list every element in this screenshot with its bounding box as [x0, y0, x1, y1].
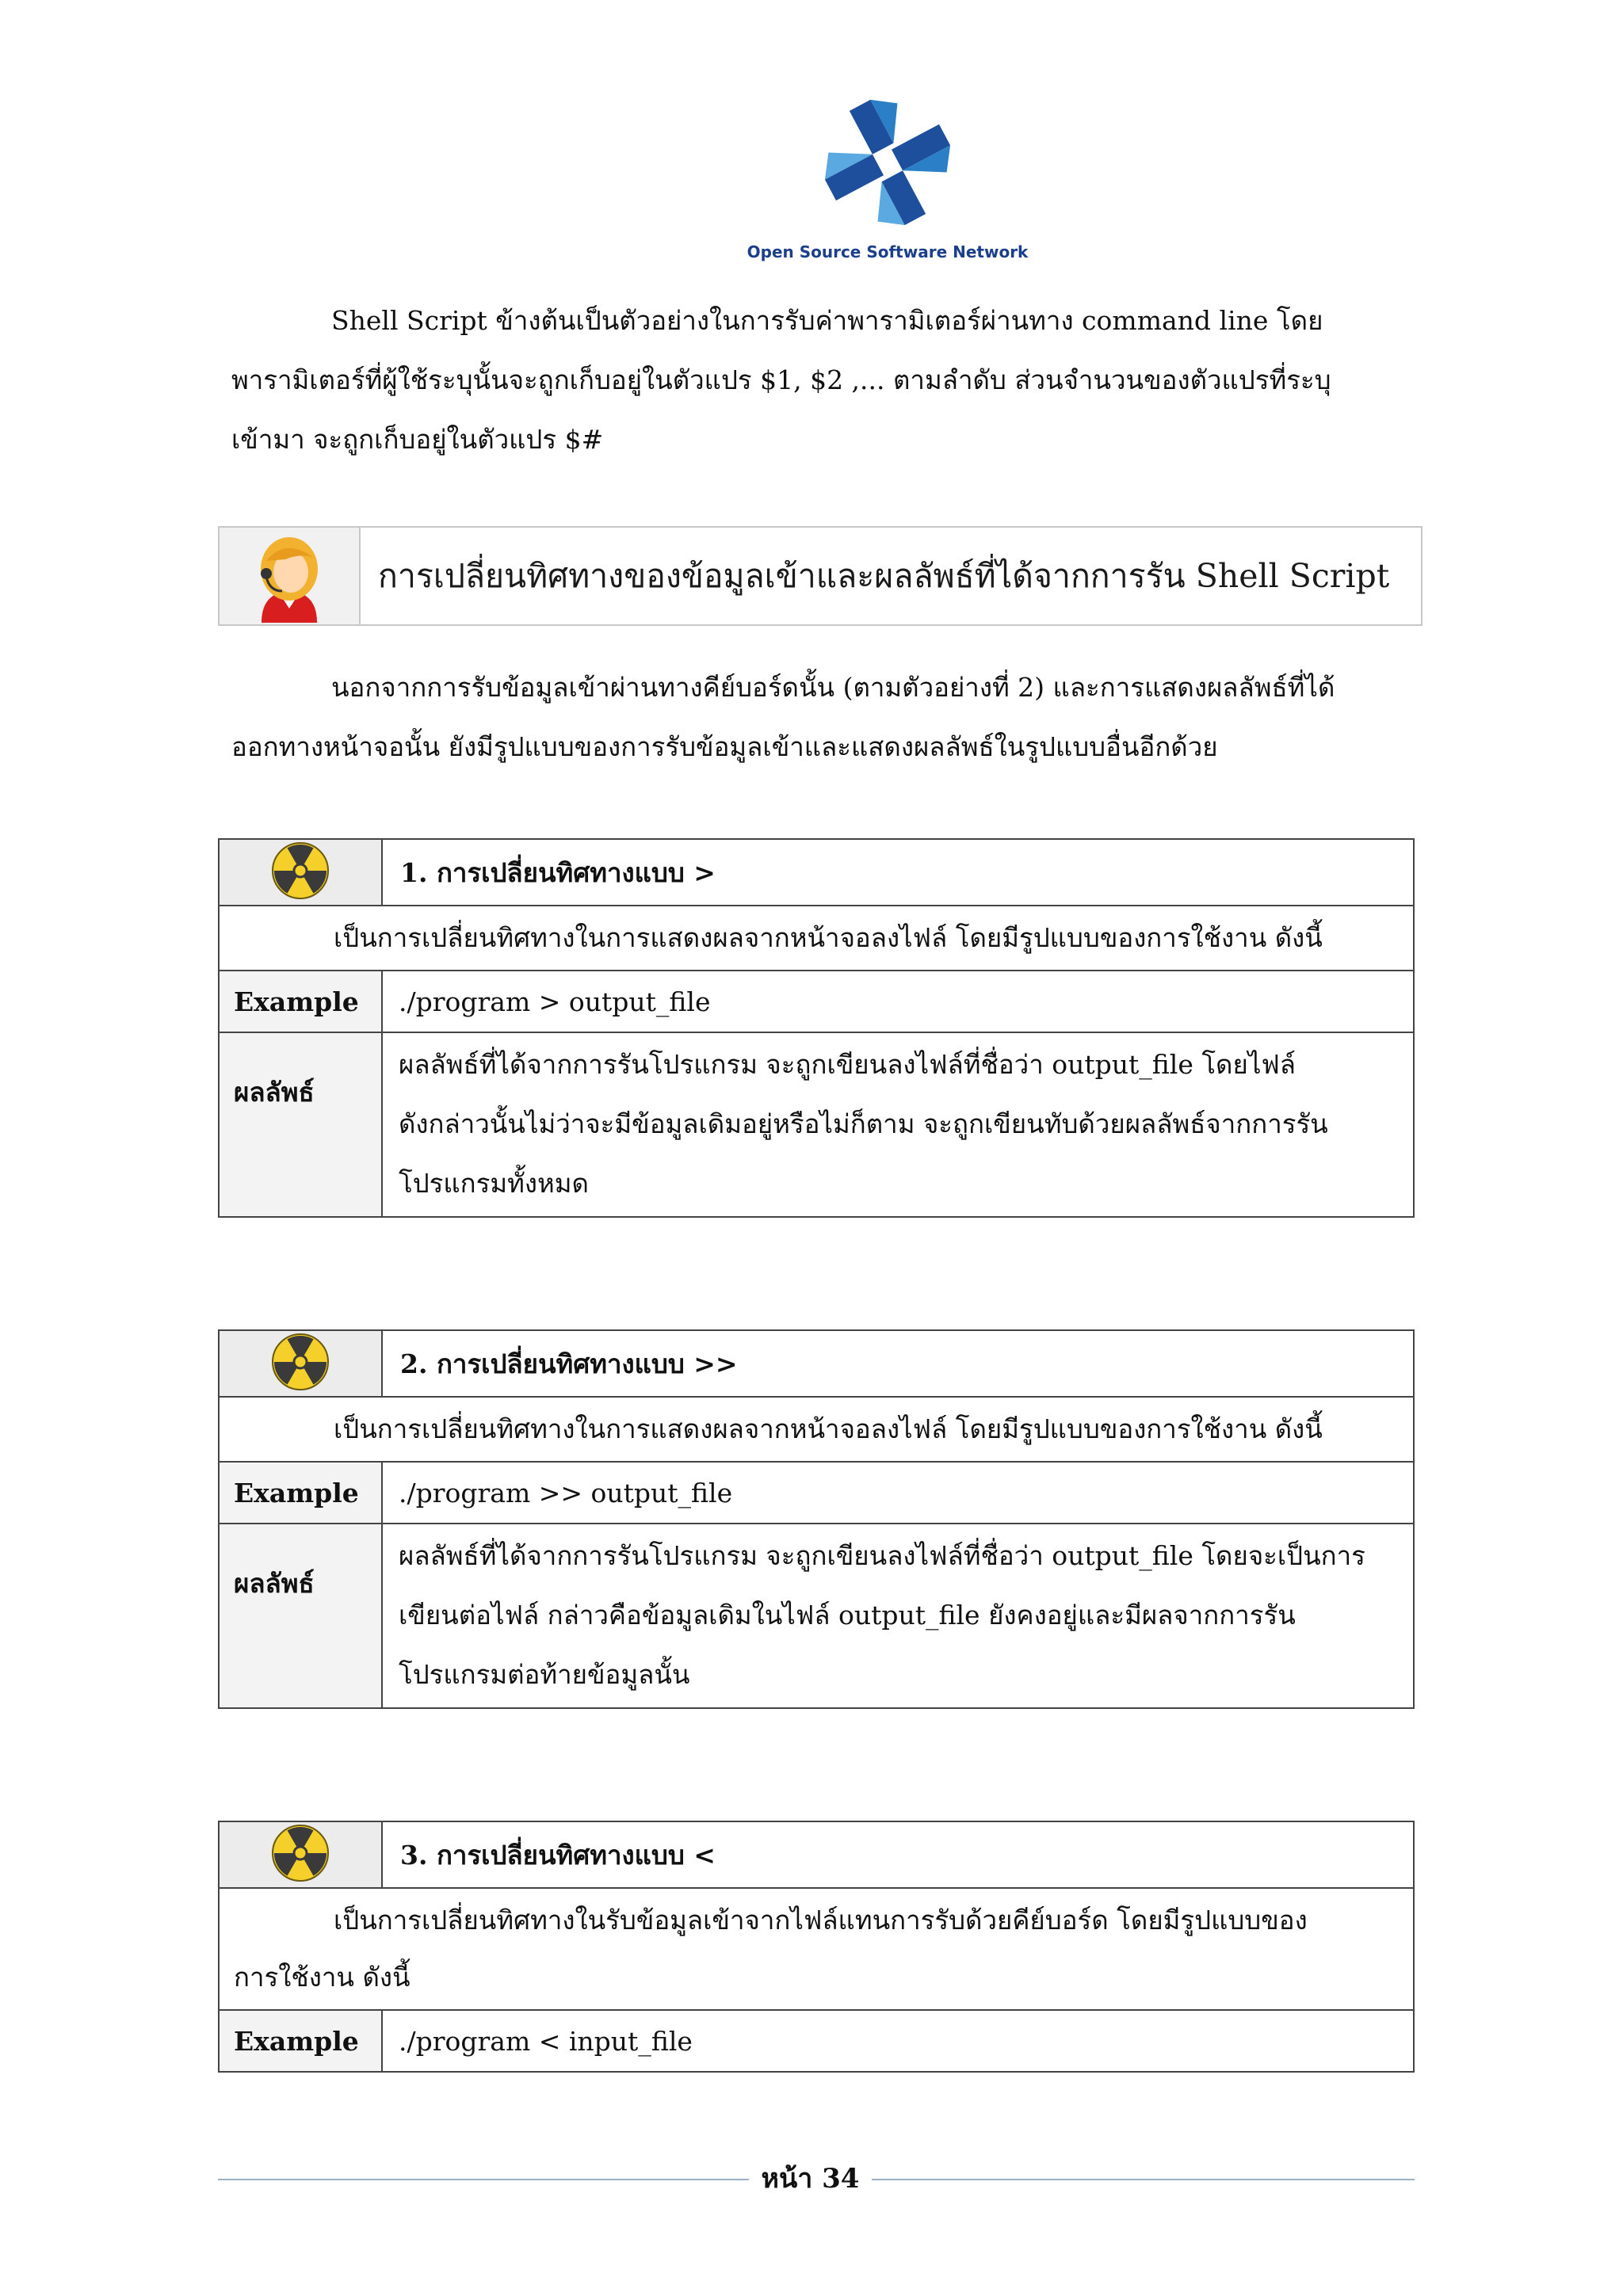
example-command: ./program < input_file	[382, 2010, 1414, 2072]
section-banner	[218, 526, 1423, 626]
footer-rule-right	[872, 2179, 1415, 2180]
logo-text: Open Source Software Network	[747, 242, 1029, 261]
footer-rule-left	[218, 2179, 749, 2180]
box-description: เป็นการเปลี่ยนทิศทางในการแสดงผลจากหน้าจอลงไฟล์ โดยมีรูปแบบของการใช้งาน ดังนี้	[219, 906, 1414, 971]
radiation-icon	[271, 841, 330, 900]
section-intro-paragraph	[231, 658, 1401, 776]
result-label: ผลลัพธ์	[219, 1032, 382, 1217]
logo	[745, 87, 1030, 277]
intro-line: เข้ามา จะถูกเก็บอยู่ในตัวแปร $#	[231, 424, 604, 455]
intro-line: พารามิเตอร์ที่ผู้ใช้ระบุนั้นจะถูกเก็บอยู่ในตัวแปร $1, $2 ,... ตามลำดับ ส่วนจำนวนของตัวแปรที่ระบุ	[231, 364, 1331, 395]
banner-picture	[220, 528, 361, 624]
result-text: ผลลัพธ์ที่ได้จากการรันโปรแกรม จะถูกเขียนลงไฟล์ที่ชื่อว่า output_file โดยไฟล์ ดังกล่าวนั้นไม่ว่าจะมีข้อมูลเดิมอยู่หรือไม่ก็ตาม จะถูกเขียนทับด้วยผลลัพธ์จากการรัน โปรแกรมทั้งหมด	[382, 1032, 1414, 1217]
intro-line: Shell Script ข้างต้นเป็นตัวอย่างในการรับค่าพารามิเตอร์ผ่านทาง command line โดย	[331, 305, 1323, 336]
redirect-box-2	[218, 1329, 1415, 1709]
redirect-box-1	[218, 838, 1415, 1218]
box-icon-cell	[219, 1330, 382, 1397]
result-text: ผลลัพธ์ที่ได้จากการรันโปรแกรม จะถูกเขียนลงไฟล์ที่ชื่อว่า output_file โดยจะเป็นการ เขียนต่อไฟล์ กล่าวคือข้อมูลเดิมในไฟล์ output_file ยังคงอยู่และมีผลจากการรัน โปรแกรมต่อท้ายข้อมูลนั้น	[382, 1524, 1414, 1708]
redirect-box-3	[218, 1821, 1415, 2073]
radiation-icon	[271, 1333, 330, 1391]
box-icon-cell	[219, 839, 382, 906]
section-intro-line: นอกจากการรับข้อมูลเข้าผ่านทางคีย์บอร์ดนั้น (ตามตัวอย่างที่ 2) และการแสดงผลลัพธ์ที่ได้	[331, 672, 1335, 703]
example-command: ./program >> output_file	[382, 1462, 1414, 1524]
box-description: เป็นการเปลี่ยนทิศทางในการแสดงผลจากหน้าจอลงไฟล์ โดยมีรูปแบบของการใช้งาน ดังนี้	[219, 1397, 1414, 1462]
result-label: ผลลัพธ์	[219, 1524, 382, 1708]
section-title: การเปลี่ยนทิศทางของข้อมูลเข้าและผลลัพธ์ที่ได้จากการรัน Shell Script	[378, 556, 1390, 595]
intro-paragraph	[231, 291, 1401, 469]
box-heading: 1. การเปลี่ยนทิศทางแบบ >	[382, 839, 1414, 906]
operator-avatar-icon	[238, 529, 341, 623]
box-heading: 2. การเปลี่ยนทิศทางแบบ >>	[382, 1330, 1414, 1397]
example-command: ./program > output_file	[382, 971, 1414, 1032]
box-heading: 3. การเปลี่ยนทิศทางแบบ <	[382, 1821, 1414, 1888]
example-label: Example	[219, 1462, 382, 1524]
example-label: Example	[219, 971, 382, 1032]
pinwheel-logo-icon	[804, 87, 971, 238]
example-label: Example	[219, 2010, 382, 2072]
page-number: หน้า 34	[761, 2163, 860, 2195]
page-footer	[218, 2163, 1415, 2195]
box-description: เป็นการเปลี่ยนทิศทางในรับข้อมูลเข้าจากไฟล์แทนการรับด้วยคีย์บอร์ด โดยมีรูปแบบของ การใช้งาน ดังนี้	[219, 1888, 1414, 2010]
radiation-icon	[271, 1824, 330, 1882]
section-intro-line: ออกทางหน้าจอนั้น ยังมีรูปแบบของการรับข้อมูลเข้าและแสดงผลลัพธ์ในรูปแบบอื่นอีกด้วย	[231, 731, 1218, 762]
box-icon-cell	[219, 1821, 382, 1888]
